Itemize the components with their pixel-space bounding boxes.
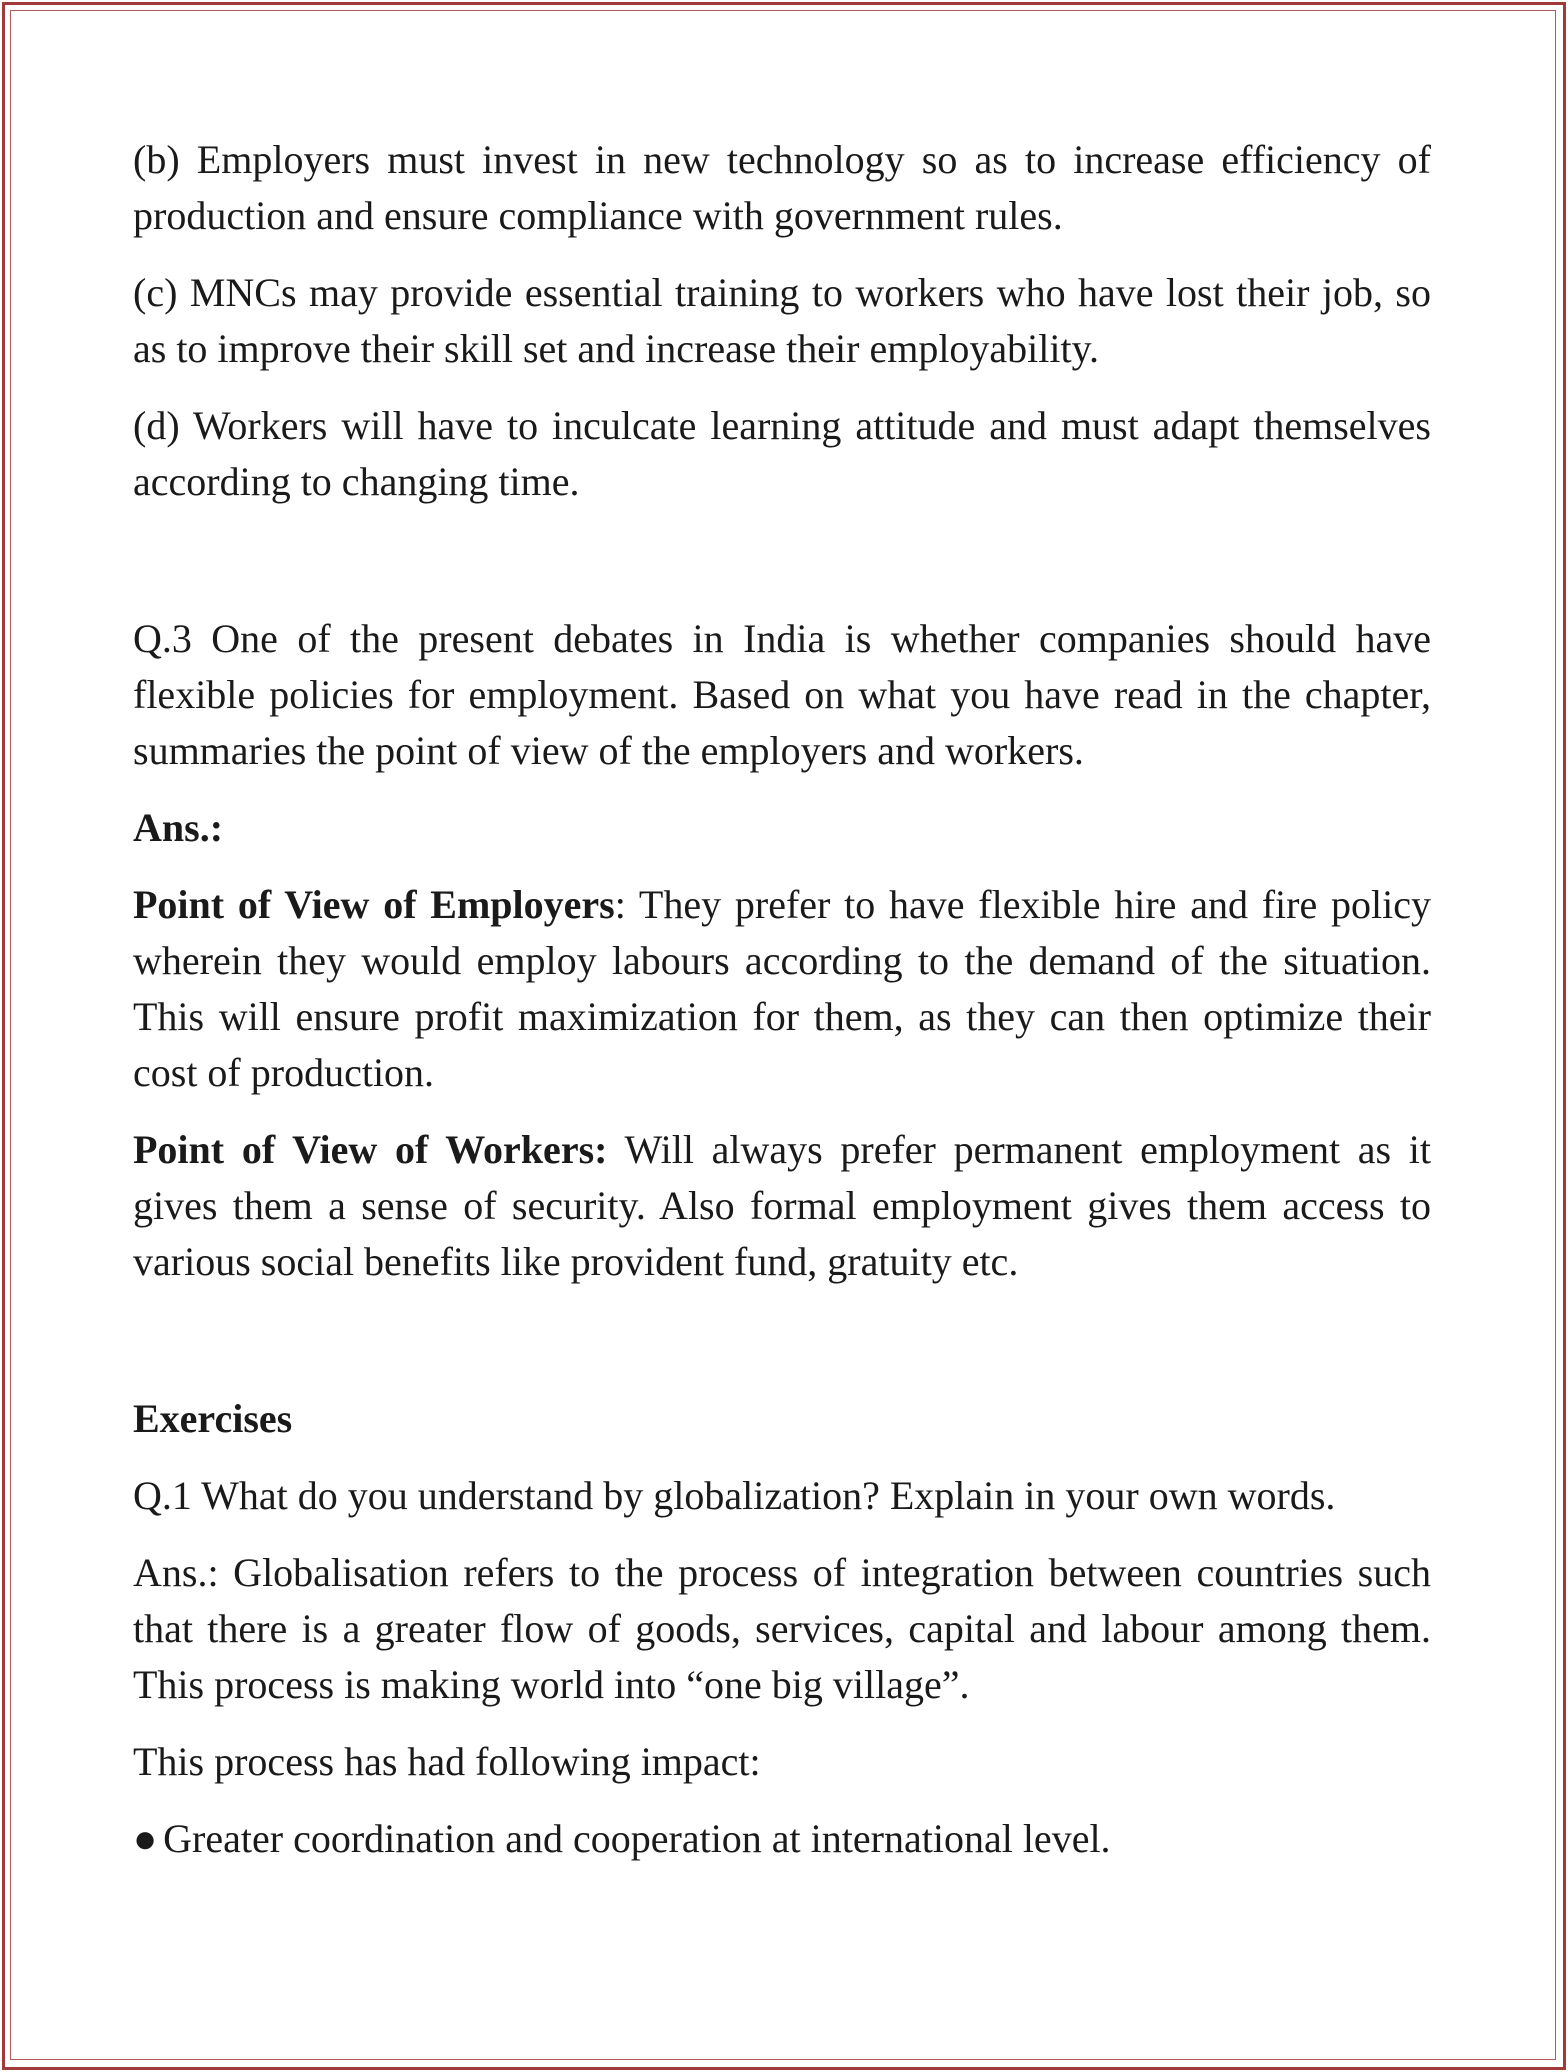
employers-view-label: Point of View of Employers [133,882,615,927]
question-3: Q.3 One of the present debates in India is whether companies should have flexible policies for employment. Based on what you have read in the chapter, summaries the point of view of the employers and workers. [133,616,1431,773]
document-body [133,132,1431,1867]
exercise-question-1: Q.1 What do you understand by globalization? Explain in your own words. [133,1473,1336,1518]
bullet-item-text: Greater coordination and cooperation at international level. [163,1816,1111,1861]
workers-view [133,1122,1431,1290]
workers-view-label: Point of View of Workers: [133,1127,608,1172]
paragraph-b: (b) Employers must invest in new technology so as to increase efficiency of production and ensure compliance with government rules. [133,137,1431,238]
bullet-item [133,1811,1431,1867]
employers-view [133,877,1431,1101]
paragraph-d: (d) Workers will have to inculcate learning attitude and must adapt themselves according to changing time. [133,403,1431,504]
exercises-heading: Exercises [133,1396,293,1441]
employers-view-text: : They prefer to have flexible hire and fire policy wherein they would employ labours according to the demand of the situation. This will ensure profit maximization for them, as they can then optimize their cost of production. [133,882,1431,1095]
impact-intro: This process has had following impact: [133,1739,761,1784]
answer-label: Ans.: [133,805,224,850]
bullet-icon: ● [133,1816,158,1861]
exercise-answer-1: Ans.: Globalisation refers to the process of integration between countries such that there is a greater flow of goods, services, capital and labour among them. This process is making world into “one big village”. [133,1550,1431,1707]
workers-view-text: Will always prefer permanent employment as it gives them a sense of security. Also formal employment gives them access to various social benefits like provident fund, gratuity etc. [133,1127,1431,1284]
paragraph-c: (c) MNCs may provide essential training to workers who have lost their job, so as to improve their skill set and increase their employability. [133,270,1431,371]
